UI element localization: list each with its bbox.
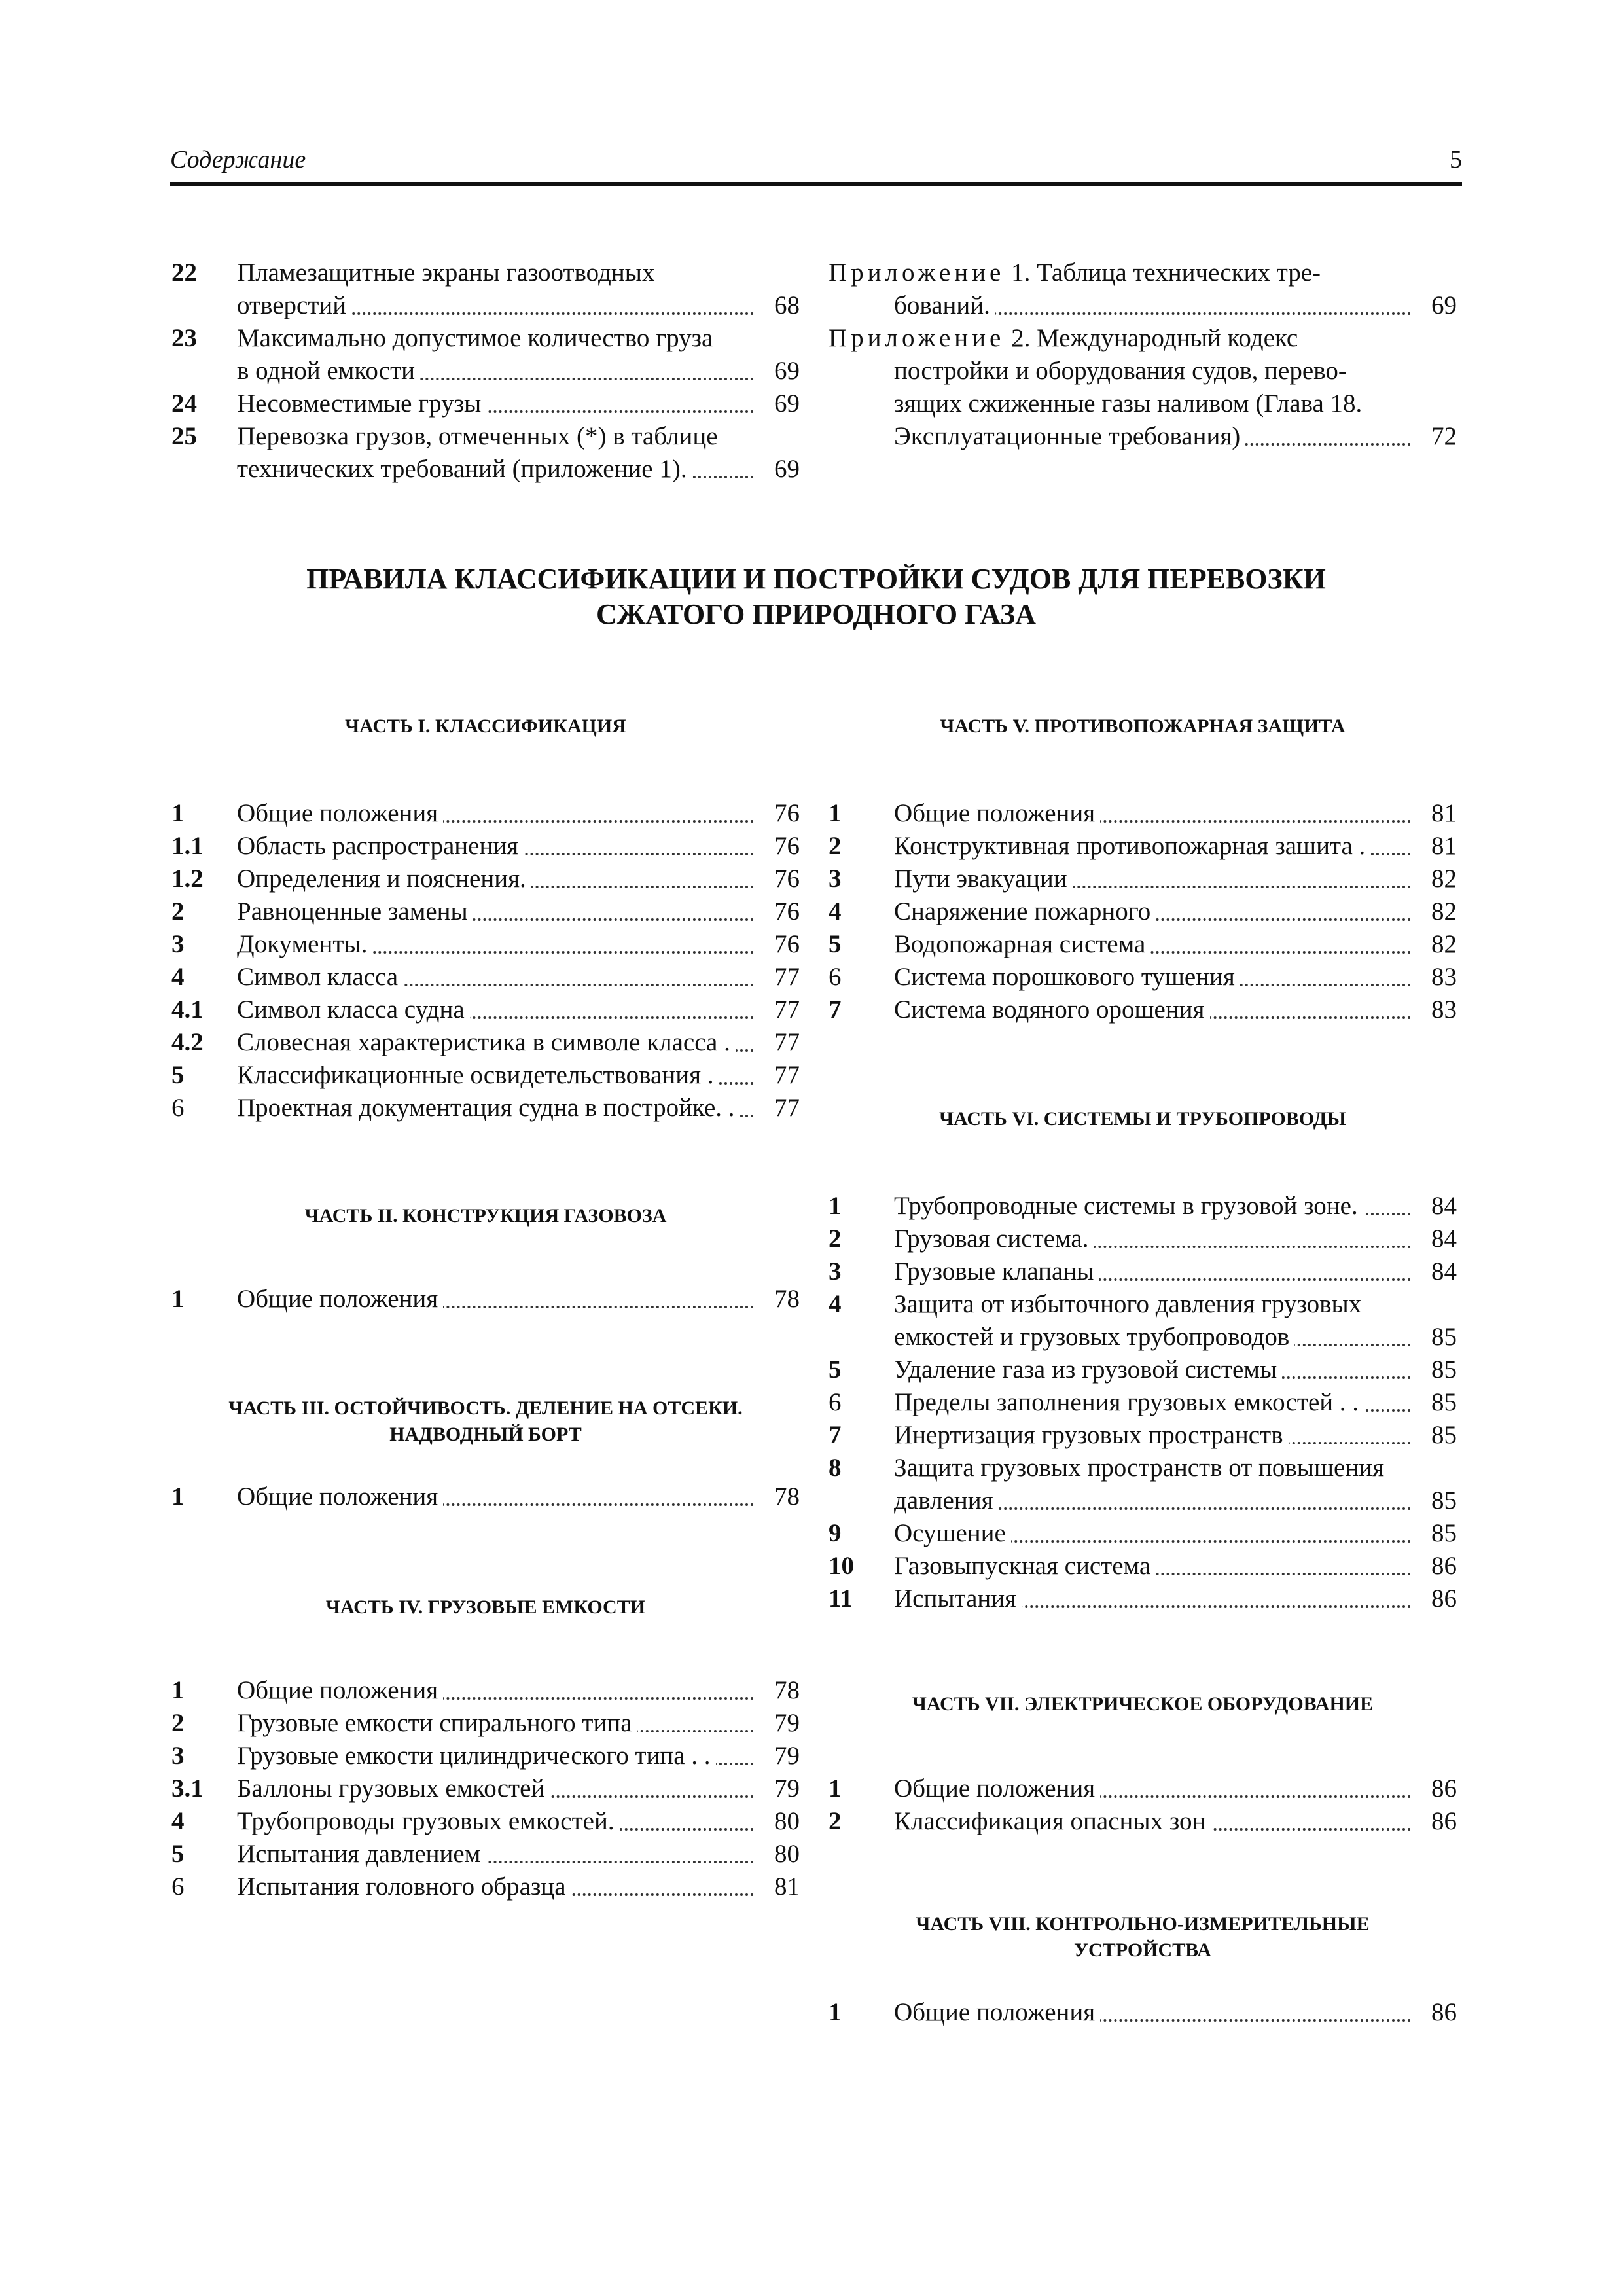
toc-entry-line: Эксплуатационные требования) 72 [894, 420, 1457, 453]
toc-entry-title: давления [894, 1486, 999, 1515]
toc-entry-line [894, 1419, 1457, 1452]
toc-entry[interactable] [171, 994, 800, 1026]
toc-top-left [171, 257, 800, 486]
toc-appendix-entry[interactable] [829, 322, 1457, 453]
toc-entry-number: 7 [829, 996, 842, 1024]
toc-entry-page: 82 [1411, 863, 1457, 895]
toc-entry-page: 76 [754, 928, 800, 961]
toc-entry[interactable] [171, 1805, 800, 1838]
toc-entry-page: 85 [1411, 1386, 1457, 1419]
toc-entry[interactable] [829, 1805, 1457, 1838]
toc-entry[interactable] [829, 1550, 1457, 1583]
toc-entry-line [894, 1452, 1457, 1484]
toc-entry-page: 77 [754, 994, 800, 1026]
toc-entry-number: 2 [829, 1807, 842, 1835]
toc-entry-line: в одной емкости 69 [237, 355, 800, 387]
toc-entry-number: 5 [171, 1840, 185, 1868]
toc-entry-title: Классификационные освидетельствования . [237, 1061, 719, 1089]
toc-entry-page: 85 [1411, 1517, 1457, 1550]
appendix-label: Приложение [829, 259, 1005, 287]
toc-entry-title: Испытания давлением [237, 1840, 486, 1868]
toc-entry[interactable] [829, 1354, 1457, 1386]
toc-entry-number: 3 [171, 930, 185, 958]
toc-entry-title: Водопожарная система [894, 930, 1150, 958]
toc-entry[interactable] [171, 322, 800, 387]
toc-top-right [829, 257, 1457, 453]
toc-entry[interactable] [829, 928, 1457, 961]
toc-entry-line: Приложение 1. Таблица технических тре- [829, 257, 1457, 289]
toc-entry-page: 76 [754, 895, 800, 928]
part4-list [171, 1674, 800, 1903]
toc-entry-line [894, 1517, 1457, 1550]
toc-entry-number: 10 [829, 1552, 854, 1580]
part2-list [171, 1283, 800, 1316]
toc-entry-number: 1 [171, 1285, 185, 1313]
toc-entry-number: 4.2 [171, 1028, 204, 1056]
toc-entry-title: Баллоны грузовых емкостей [237, 1774, 550, 1803]
toc-entry-page: 86 [1411, 1772, 1457, 1805]
toc-entry-line [894, 1772, 1457, 1805]
toc-entry-title: Снаряжение пожарного [894, 897, 1156, 925]
toc-entry[interactable] [171, 387, 800, 420]
part5-list [829, 797, 1457, 1026]
toc-entry-line [237, 1772, 800, 1805]
toc-entry-page: 78 [754, 1283, 800, 1316]
toc-entry-number: 5 [829, 930, 842, 958]
page-number: 5 [1450, 146, 1462, 173]
toc-entry-page: 77 [754, 1092, 800, 1124]
toc-entry-line: Несовместимые грузы 69 [237, 387, 800, 420]
toc-entry-line [894, 961, 1457, 994]
part-heading: ЧАСТЬ II. КОНСТРУКЦИЯ ГАЗОВОЗА [304, 1205, 667, 1227]
toc-entry-title: Испытания головного образца [237, 1873, 571, 1901]
toc-entry-title: Пределы заполнения грузовых емкостей . . [894, 1388, 1364, 1416]
toc-entry-number: 6 [829, 1388, 842, 1416]
toc-entry[interactable] [171, 1707, 800, 1740]
toc-entry[interactable] [829, 1517, 1457, 1550]
toc-entry-number: 3 [171, 1742, 185, 1770]
toc-entry[interactable] [171, 895, 800, 928]
toc-entry-title: Область распространения [237, 832, 524, 860]
toc-entry-title: Общие положения [237, 1482, 443, 1511]
toc-entry-number: 1.2 [171, 865, 204, 893]
toc-entry-number: 1 [171, 1482, 185, 1511]
toc-entry-title: Система порошкового тушения [894, 963, 1240, 991]
toc-entry-line [894, 1996, 1457, 2029]
toc-entry-line: технических требований (приложение 1). 69 [237, 453, 800, 486]
toc-entry-page: 77 [754, 1026, 800, 1059]
toc-entry-page: 84 [1411, 1190, 1457, 1223]
document-title [170, 562, 1462, 632]
toc-entry-number: 11 [829, 1585, 853, 1613]
toc-entry-line [237, 1838, 800, 1871]
part6-list [829, 1190, 1457, 1615]
toc-entry-number: 25 [171, 422, 197, 450]
toc-entry-title: Равноценные замены [237, 897, 473, 925]
toc-entry[interactable] [829, 863, 1457, 895]
toc-entry-number: 23 [171, 324, 197, 352]
toc-entry-title: Конструктивная противопожарная зашита . [894, 832, 1370, 860]
toc-entry-page: 85 [1411, 1354, 1457, 1386]
toc-entry-title: Газовыпускная система [894, 1552, 1156, 1580]
part-heading: ЧАСТЬ I. КЛАССИФИКАЦИЯ [345, 715, 626, 737]
toc-entry-title: Общие положения [237, 1676, 443, 1704]
toc-entry-line [237, 994, 800, 1026]
toc-entry-title: Пути эвакуации [894, 865, 1073, 893]
toc-entry-line [237, 863, 800, 895]
toc-entry-line [237, 797, 800, 830]
toc-entry-line [894, 863, 1457, 895]
toc-entry-line [237, 1674, 800, 1707]
toc-entry-line [894, 1354, 1457, 1386]
toc-entry-line [894, 797, 1457, 830]
toc-entry-page: 78 [754, 1480, 800, 1513]
toc-entry-page: 86 [1411, 1805, 1457, 1838]
toc-entry-page: 79 [754, 1772, 800, 1805]
toc-entry-number: 5 [829, 1355, 842, 1384]
toc-entry[interactable] [829, 1996, 1457, 2029]
toc-entry[interactable] [829, 1772, 1457, 1805]
toc-entry[interactable] [829, 994, 1457, 1026]
toc-entry-number: 4 [171, 1807, 185, 1835]
toc-entry-line [237, 1026, 800, 1059]
part-heading: ЧАСТЬ VII. ЭЛЕКТРИЧЕСКОЕ ОБОРУДОВАНИЕ [912, 1693, 1374, 1715]
toc-entry-number: 1 [171, 1676, 185, 1704]
toc-entry-line [894, 1583, 1457, 1615]
toc-entry-line [894, 1223, 1457, 1255]
toc-entry-number: 22 [171, 259, 197, 287]
toc-entry-number: 2 [829, 832, 842, 860]
toc-entry-line [237, 1871, 800, 1903]
toc-entry-title: Словесная характеристика в символе класса . [237, 1028, 736, 1056]
toc-entry-line: зящих сжиженные газы наливом (Глава 18. [894, 387, 1457, 420]
toc-entry-line [894, 1321, 1457, 1354]
toc-entry-line [894, 1288, 1457, 1321]
toc-entry-page: 77 [754, 1059, 800, 1092]
toc-entry-line: постройки и оборудования судов, перево- [894, 355, 1457, 387]
toc-entry-page: 69 [754, 387, 800, 420]
toc-entry-line: Пламезащитные экраны газоотводных [237, 257, 800, 289]
toc-appendix-entry[interactable] [829, 257, 1457, 322]
toc-entry-title: емкостей и грузовых трубопроводов [894, 1323, 1294, 1351]
part-heading: ЧАСТЬ V. ПРОТИВОПОЖАРНАЯ ЗАЩИТА [940, 715, 1346, 737]
toc-entry-number: 1.1 [171, 832, 204, 860]
toc-entry[interactable] [171, 961, 800, 994]
toc-entry-line: Приложение 2. Международный кодекс [829, 322, 1457, 355]
toc-entry-page: 68 [754, 289, 800, 322]
toc-entry[interactable] [829, 1288, 1457, 1354]
toc-entry-number: 2 [171, 897, 185, 925]
toc-entry-line [237, 1707, 800, 1740]
toc-entry-number: 24 [171, 389, 197, 418]
toc-entry[interactable] [829, 961, 1457, 994]
toc-entry-number: 1 [829, 1192, 842, 1220]
toc-entry-page: 85 [1411, 1484, 1457, 1517]
toc-entry-title: Общие положения [894, 1774, 1100, 1803]
running-header-section: Содержание [170, 146, 306, 173]
toc-entry-title: Грузовая система. [894, 1225, 1094, 1253]
toc-entry-page: 81 [754, 1871, 800, 1903]
toc-entry-title: Грузовые клапаны [894, 1257, 1099, 1285]
toc-entry-title: Система водяного орошения [894, 996, 1210, 1024]
toc-entry-page: 76 [754, 863, 800, 895]
toc-entry-page: 69 [754, 355, 800, 387]
toc-entry[interactable] [171, 1772, 800, 1805]
toc-entry-page: 81 [1411, 830, 1457, 863]
part-heading: ЧАСТЬ III. ОСТОЙЧИВОСТЬ. ДЕЛЕНИЕ НА ОТСЕКИ. НАДВОДНЫЙ БОРТ [228, 1397, 743, 1445]
toc-entry-page: 86 [1411, 1550, 1457, 1583]
toc-entry[interactable] [171, 257, 800, 322]
toc-entry-page: 82 [1411, 928, 1457, 961]
toc-entry-number: 9 [829, 1519, 842, 1547]
toc-entry-title: Защита грузовых пространств от повышения [894, 1454, 1389, 1482]
toc-entry[interactable] [171, 797, 800, 830]
toc-entry-page: 84 [1411, 1223, 1457, 1255]
toc-entry-title: Определения и пояснения. [237, 865, 531, 893]
toc-entry[interactable] [171, 1026, 800, 1059]
toc-entry-page: 85 [1411, 1321, 1457, 1354]
toc-entry-line [894, 928, 1457, 961]
toc-entry-number: 3 [829, 1257, 842, 1285]
toc-entry-title: Символ класса судна [237, 996, 470, 1024]
toc-entry-title: Классификация опасных зон [894, 1807, 1211, 1835]
toc-entry-title: Грузовые емкости спирального типа [237, 1709, 637, 1737]
toc-entry[interactable] [829, 1583, 1457, 1615]
toc-entry-line: отверстий 68 [237, 289, 800, 322]
document-title-line: ПРАВИЛА КЛАССИФИКАЦИИ И ПОСТРОЙКИ СУДОВ ДЛЯ ПЕРЕВОЗКИ [306, 563, 1326, 595]
toc-entry-line [237, 895, 800, 928]
toc-entry-title: Испытания [894, 1585, 1022, 1613]
toc-entry-title: Общие положения [237, 1285, 443, 1313]
document-title-line: СЖАТОГО ПРИРОДНОГО ГАЗА [596, 598, 1036, 630]
toc-entry[interactable] [829, 830, 1457, 863]
toc-entry[interactable] [171, 1838, 800, 1871]
part7-list [829, 1772, 1457, 1838]
toc-entry-number: 1 [829, 799, 842, 827]
toc-entry-title: Грузовые емкости цилиндрического типа . . [237, 1742, 716, 1770]
toc-entry[interactable] [829, 1386, 1457, 1419]
toc-entry-number: 4 [171, 963, 185, 991]
toc-entry-page: 79 [754, 1707, 800, 1740]
toc-entry-title: Удаление газа из грузовой системы [894, 1355, 1282, 1384]
toc-entry-number: 2 [171, 1709, 185, 1737]
toc-entry-page: 72 [1411, 420, 1457, 453]
toc-entry-line [894, 1805, 1457, 1838]
toc-entry-page: 81 [1411, 797, 1457, 830]
appendix-label: Приложение [829, 324, 1005, 352]
toc-entry[interactable] [829, 1452, 1457, 1517]
toc-entry-line [894, 1484, 1457, 1517]
toc-entry-page: 83 [1411, 961, 1457, 994]
toc-entry-number: 4.1 [171, 996, 204, 1024]
toc-entry[interactable] [171, 1674, 800, 1707]
toc-entry-line [894, 994, 1457, 1026]
toc-entry-title: Символ класса [237, 963, 403, 991]
toc-entry-number: 1 [171, 799, 185, 827]
toc-entry-number: 4 [829, 1290, 842, 1318]
toc-entry-title: Документы. [237, 930, 372, 958]
toc-entry-line [894, 1550, 1457, 1583]
toc-entry-page: 69 [754, 453, 800, 486]
toc-entry-title: Осушение [894, 1519, 1011, 1547]
toc-entry-number: 6 [829, 963, 842, 991]
toc-entry-page: 80 [754, 1838, 800, 1871]
toc-entry-line [237, 1740, 800, 1772]
toc-entry[interactable] [171, 830, 800, 863]
toc-entry-title: Проектная документация судна в постройке. . [237, 1094, 740, 1122]
toc-entry-line [894, 830, 1457, 863]
toc-entry-page: 76 [754, 830, 800, 863]
toc-entry[interactable] [171, 1740, 800, 1772]
toc-entry-page: 84 [1411, 1255, 1457, 1288]
toc-entry-title: Трубопроводы грузовых емкостей. [237, 1807, 620, 1835]
toc-entry-line: бований. 69 [894, 289, 1457, 322]
toc-entry-title: Защита от избыточного давления грузовых [894, 1290, 1366, 1318]
running-header [170, 144, 1462, 186]
toc-entry-page: 78 [754, 1674, 800, 1707]
toc-entry[interactable] [171, 1871, 800, 1903]
toc-entry-number: 3 [829, 865, 842, 893]
part1-list [171, 797, 800, 1124]
toc-entry-line [237, 1805, 800, 1838]
toc-entry-line [894, 1255, 1457, 1288]
toc-entry-number: 5 [171, 1061, 185, 1089]
toc-entry-number: 1 [829, 1774, 842, 1803]
toc-entry-line [237, 1283, 800, 1316]
toc-entry-line [237, 928, 800, 961]
toc-entry-page: 86 [1411, 1583, 1457, 1615]
toc-entry-line [894, 1190, 1457, 1223]
toc-entry-line: Максимально допустимое количество груза [237, 322, 800, 355]
toc-entry[interactable] [829, 1255, 1457, 1288]
toc-entry-number: 8 [829, 1454, 842, 1482]
toc-entry[interactable] [829, 1419, 1457, 1452]
toc-entry-page: 82 [1411, 895, 1457, 928]
toc-entry[interactable] [829, 895, 1457, 928]
toc-entry-number: 6 [171, 1094, 185, 1122]
toc-entry-page: 83 [1411, 994, 1457, 1026]
toc-entry-title: Общие положения [894, 1998, 1100, 2026]
toc-entry-page: 69 [1411, 289, 1457, 322]
toc-entry-line [894, 1386, 1457, 1419]
toc-entry-page: 80 [754, 1805, 800, 1838]
toc-entry[interactable] [171, 928, 800, 961]
toc-entry-number: 2 [829, 1225, 842, 1253]
toc-entry[interactable] [171, 1059, 800, 1092]
part-heading: ЧАСТЬ VIII. КОНТРОЛЬНО-ИЗМЕРИТЕЛЬНЫЕ УСТРОЙСТВА [916, 1913, 1370, 1961]
toc-entry[interactable] [171, 1092, 800, 1124]
toc-entry-page: 85 [1411, 1419, 1457, 1452]
toc-entry-page: 79 [754, 1740, 800, 1772]
toc-entry-page: 77 [754, 961, 800, 994]
toc-entry[interactable] [829, 1190, 1457, 1223]
part3-list [171, 1480, 800, 1513]
part8-list [829, 1996, 1457, 2029]
toc-entry-line [237, 961, 800, 994]
toc-entry-number: 3.1 [171, 1774, 204, 1803]
toc-entry[interactable] [829, 797, 1457, 830]
toc-entry[interactable] [171, 863, 800, 895]
toc-entry-number: 7 [829, 1421, 842, 1449]
toc-entry-line: Перевозка грузов, отмеченных (*) в таблице [237, 420, 800, 453]
toc-entry-number: 4 [829, 897, 842, 925]
toc-entry[interactable] [171, 1480, 800, 1513]
toc-entry-line [237, 830, 800, 863]
toc-entry-page: 76 [754, 797, 800, 830]
toc-entry-number: 6 [171, 1873, 185, 1901]
toc-entry-line [237, 1059, 800, 1092]
toc-entry-line [894, 895, 1457, 928]
part-heading: ЧАСТЬ VI. СИСТЕМЫ И ТРУБОПРОВОДЫ [939, 1108, 1346, 1130]
toc-entry[interactable] [829, 1223, 1457, 1255]
toc-entry-number: 1 [829, 1998, 842, 2026]
toc-entry-line [237, 1480, 800, 1513]
part-heading: ЧАСТЬ IV. ГРУЗОВЫЕ ЕМКОСТИ [325, 1596, 646, 1618]
toc-entry-line [237, 1092, 800, 1124]
toc-entry[interactable] [171, 420, 800, 486]
toc-entry-title: Трубопроводные системы в грузовой зоне. [894, 1192, 1363, 1220]
toc-entry-title: Общие положения [237, 799, 443, 827]
toc-entry[interactable] [171, 1283, 800, 1316]
toc-entry-title: Общие положения [894, 799, 1100, 827]
toc-entry-title: Инертизация грузовых пространств [894, 1421, 1289, 1449]
toc-entry-page: 86 [1411, 1996, 1457, 2029]
